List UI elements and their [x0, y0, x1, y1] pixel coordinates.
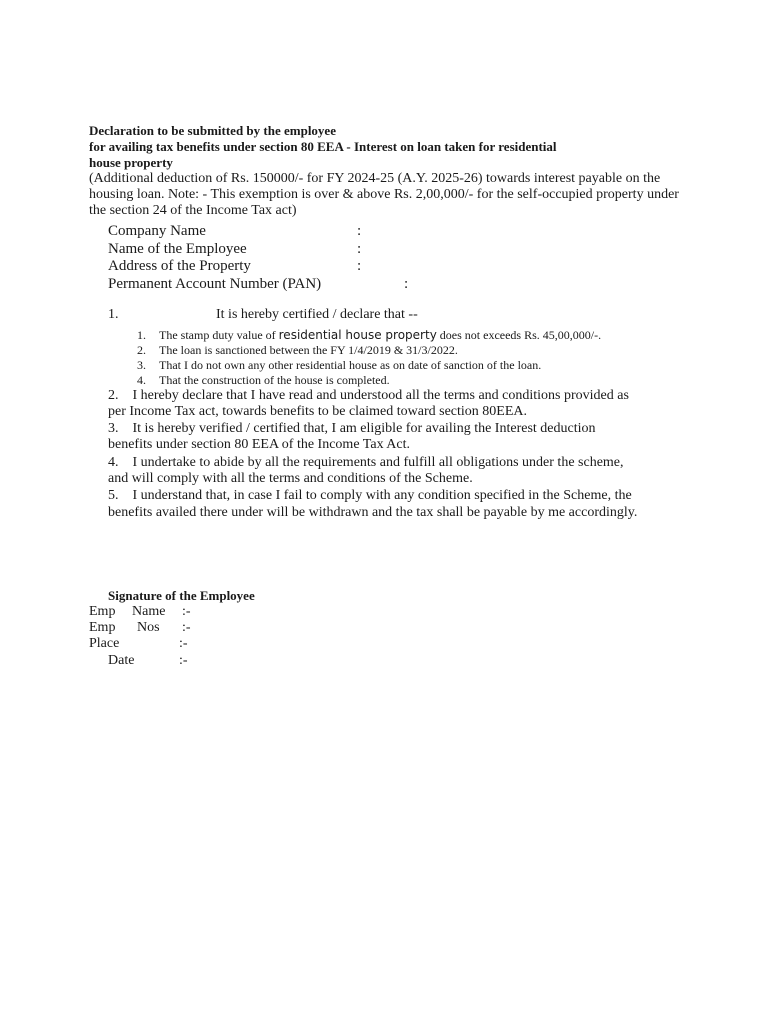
- declaration-line: 2. I hereby declare that I have read and understood all the terms and conditions provided as: [108, 388, 629, 403]
- declaration-line: 3. It is hereby verified / certified that, I am eligible for availing the Interest deduction: [108, 421, 596, 436]
- signature-row-sep: :-: [179, 636, 188, 651]
- heading-line-3: house property: [89, 155, 173, 170]
- note-line-2: housing loan. Note: - This exemption is over & above Rs. 2,00,000/- for the self-occupied property under: [89, 187, 679, 202]
- signature-row-sep: :-: [182, 604, 191, 619]
- sub-item-number: 4.: [137, 373, 146, 387]
- sub-item-text: The loan is sanctioned between the FY 1/4/2019 & 31/3/2022.: [159, 343, 458, 357]
- field-pan-label: Permanent Account Number (PAN): [108, 276, 322, 292]
- field-employee-name-label: Name of the Employee: [108, 241, 247, 257]
- declaration-line: benefits availed there under will be withdrawn and the tax shall be payable by me accordingly.: [108, 505, 638, 520]
- signature-row-label: Emp: [89, 604, 116, 619]
- declaration-line: 5. I understand that, in case I fail to comply with any condition specified in the Scheme, the: [108, 488, 632, 503]
- sub-item-text: That the construction of the house is completed.: [159, 373, 390, 387]
- sub-item-highlight: residential house property: [278, 328, 437, 342]
- note-line-1: (Additional deduction of Rs. 150000/- for FY 2024-25 (A.Y. 2025-26) towards interest payable on the: [89, 171, 661, 186]
- field-company-name-label: Company Name: [108, 223, 206, 239]
- signature-row-label: Nos: [137, 620, 160, 635]
- sub-item-text-part: does not exceeds Rs. 45,00,000/-.: [436, 328, 602, 342]
- declaration-line: and will comply with all the terms and conditions of the Scheme.: [108, 471, 473, 486]
- sub-item-text: [159, 328, 601, 343]
- sub-item-text: That I do not own any other residential house as on date of sanction of the loan.: [159, 358, 542, 372]
- sub-item-number: 2.: [137, 343, 146, 357]
- signature-title: Signature of the Employee: [108, 588, 255, 603]
- signature-row-sep: :-: [179, 653, 188, 668]
- signature-row-label: Place: [89, 636, 120, 651]
- sub-item-number: 3.: [137, 358, 146, 372]
- note-line-3: the section 24 of the Income Tax act): [89, 203, 297, 218]
- field-employee-name-sep: :: [357, 241, 362, 257]
- heading-line-1: Declaration to be submitted by the employee: [89, 123, 336, 138]
- sub-item-number: 1.: [137, 328, 146, 342]
- sub-item-text-part: The stamp duty value of: [159, 328, 279, 342]
- signature-row-label: Emp: [89, 620, 116, 635]
- declaration-line: 4. I undertake to abide by all the requirements and fulfill all obligations under the scheme,: [108, 455, 624, 470]
- certify-number: 1.: [108, 307, 119, 322]
- field-pan-sep: :: [404, 276, 409, 292]
- field-property-address-label: Address of the Property: [108, 258, 251, 274]
- certify-text: It is hereby certified / declare that --: [216, 307, 418, 322]
- signature-row-label: Name: [132, 604, 166, 619]
- signature-row-label: Date: [108, 653, 135, 668]
- declaration-line: benefits under section 80 EEA of the Income Tax Act.: [108, 437, 411, 452]
- declaration-line: per Income Tax act, towards benefits to be claimed toward section 80EEA.: [108, 404, 528, 419]
- signature-row-sep: :-: [182, 620, 191, 635]
- field-company-name-sep: :: [357, 223, 362, 239]
- field-property-address-sep: :: [357, 258, 362, 274]
- heading-line-2: for availing tax benefits under section 80 EEA - Interest on loan taken for residential: [89, 139, 557, 154]
